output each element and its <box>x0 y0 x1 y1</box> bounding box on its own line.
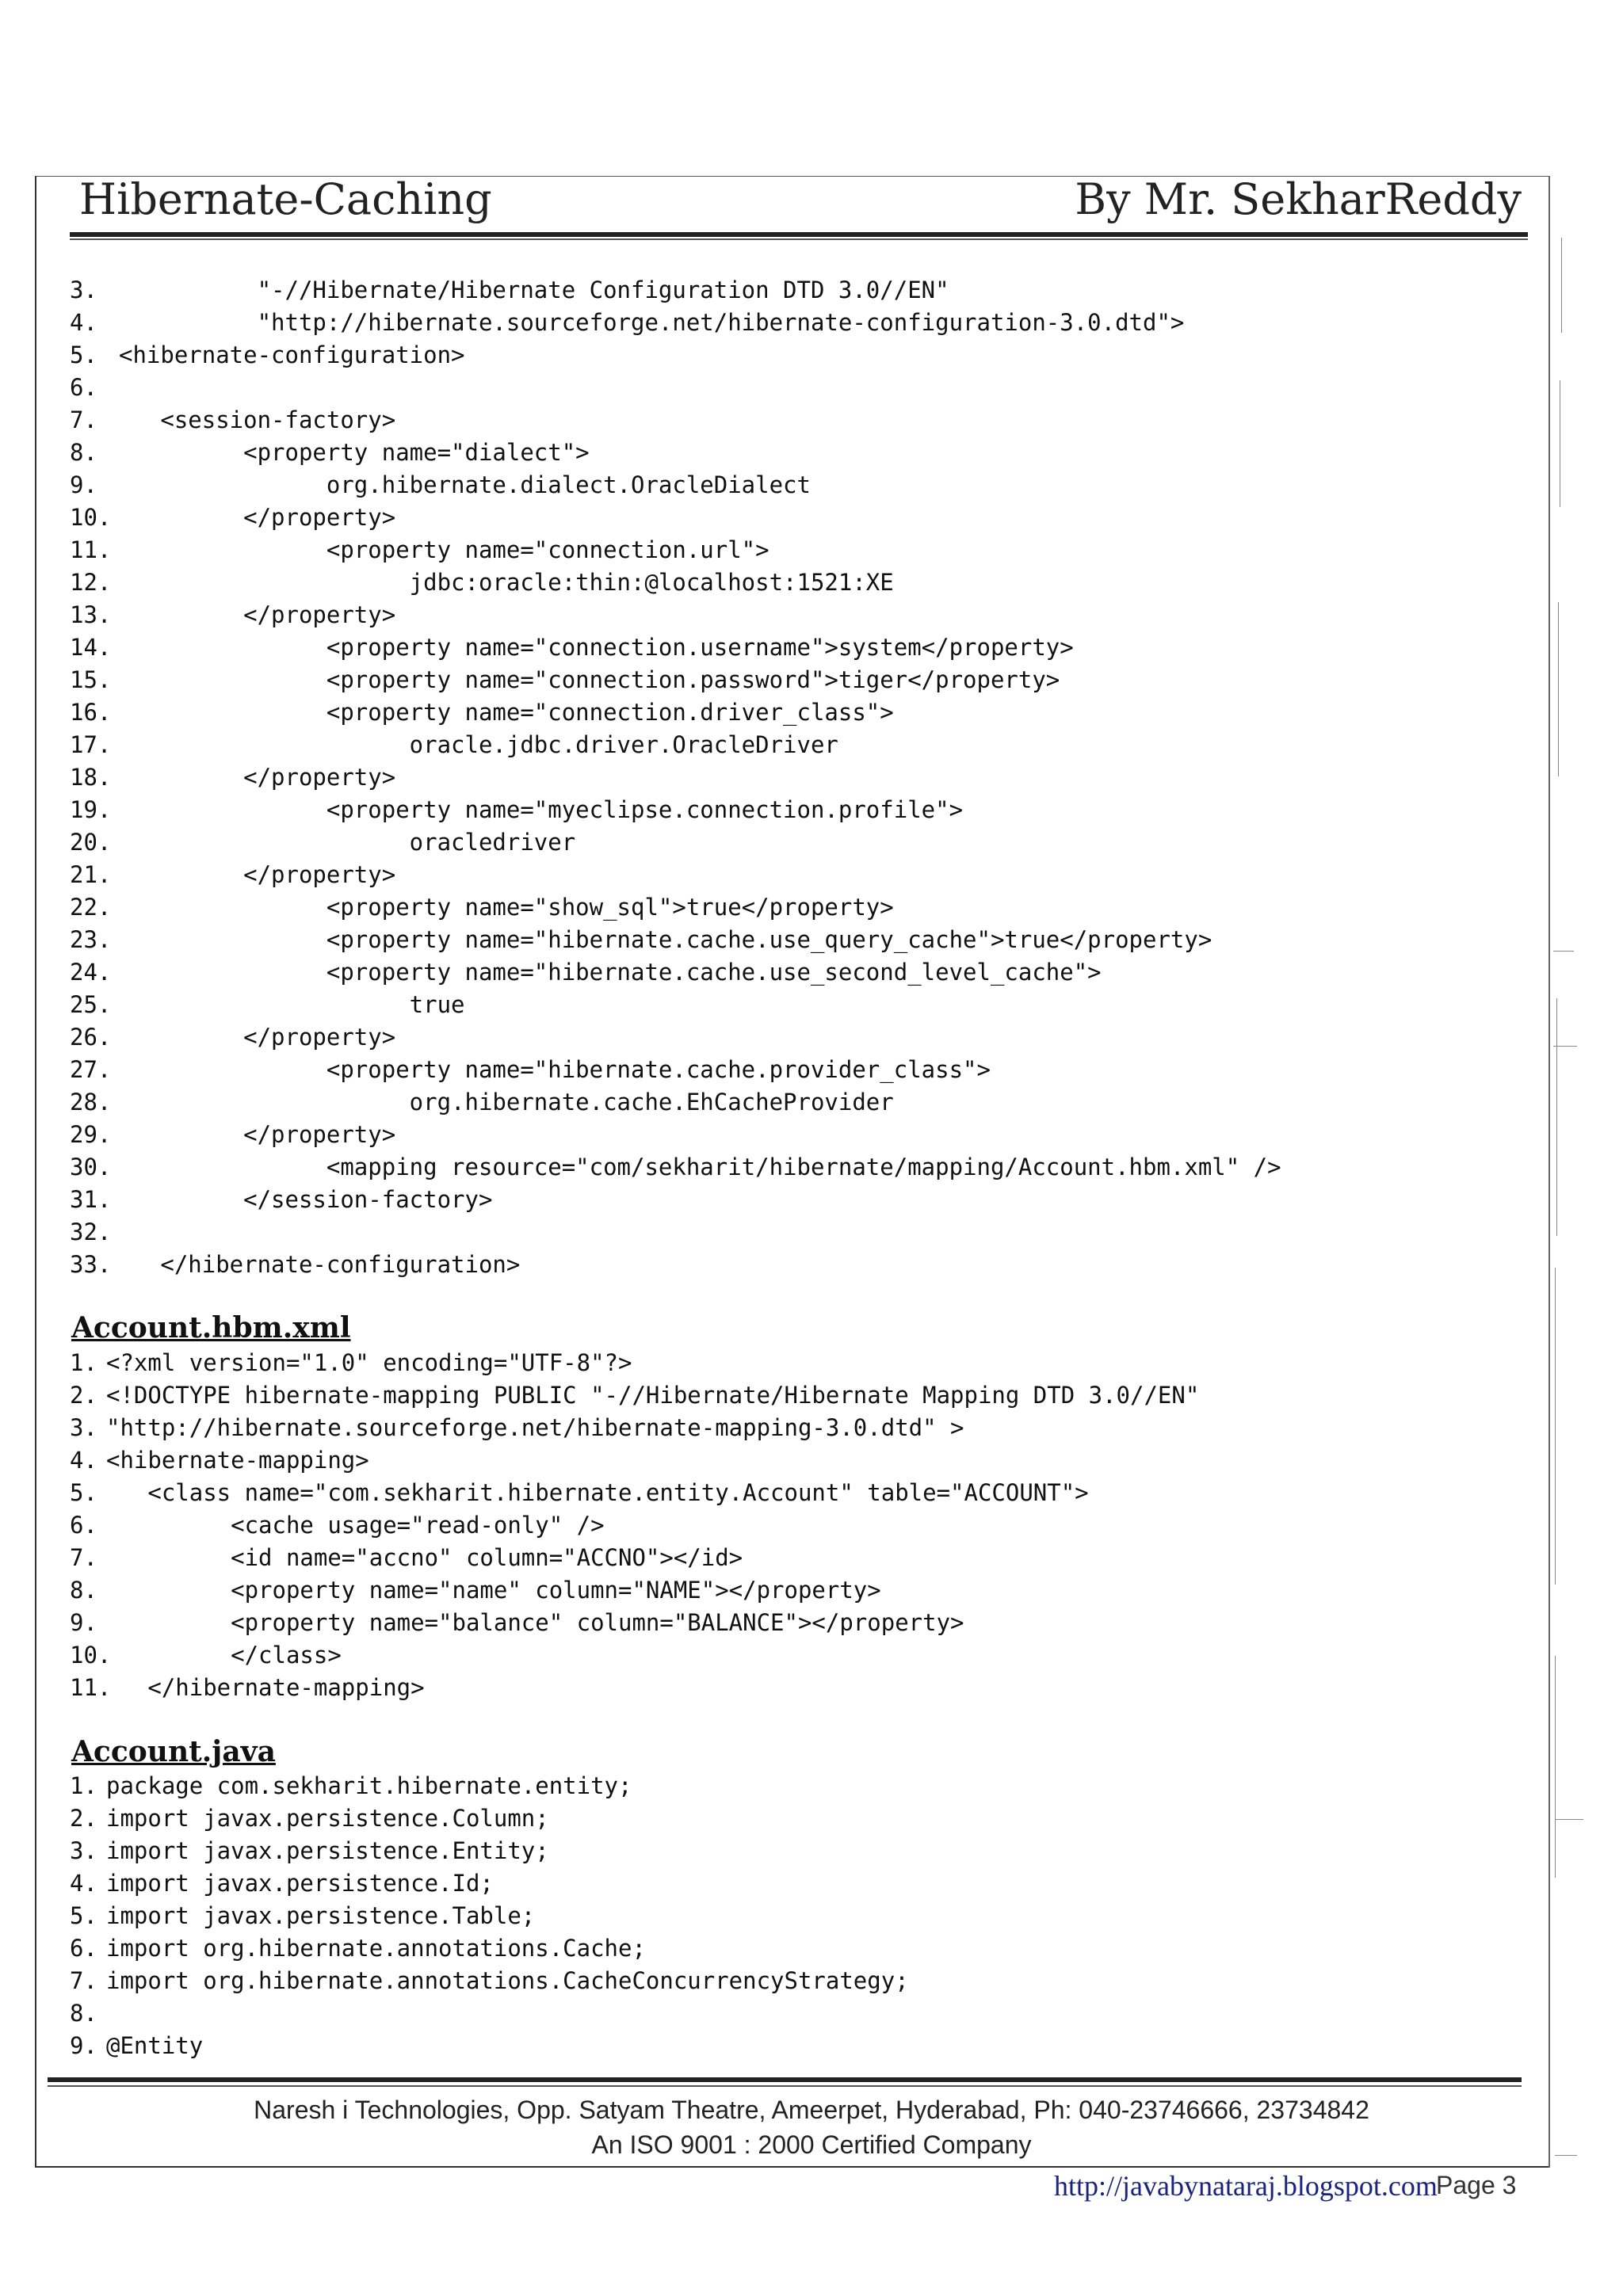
line-text: <!DOCTYPE hibernate-mapping PUBLIC "-//Hibernate/Hibernate Mapping DTD 3.0//EN" <box>106 1382 1200 1409</box>
code-line <box>70 1672 1199 1704</box>
line-number: 1. <box>70 1772 97 1799</box>
line-number: 31. <box>70 1186 112 1213</box>
line-text: <?xml version="1.0" encoding="UTF-8"?> <box>106 1349 632 1376</box>
header-rule <box>70 232 1528 237</box>
line-number: 29. <box>70 1121 112 1148</box>
line-text: import javax.persistence.Id; <box>106 1870 494 1897</box>
code-line <box>70 664 1281 696</box>
line-number: 32. <box>70 1219 112 1245</box>
line-text: org.hibernate.dialect.OracleDialect <box>119 471 811 498</box>
code-line <box>70 1249 1281 1281</box>
code-line <box>70 1997 909 2030</box>
line-text: "http://hibernate.sourceforge.net/hibernate-configuration-3.0.dtd"> <box>119 309 1185 336</box>
code-line <box>70 1347 1199 1379</box>
code-line <box>70 989 1281 1021</box>
footer-address: Naresh i Technologies, Opp. Satyam Theatre, Ameerpet, Hyderabad, Ph: 040-23746666, 23734842 <box>254 2096 1369 2124</box>
line-number: 23. <box>70 926 112 953</box>
line-number: 9. <box>70 2032 97 2059</box>
page-right-edge <box>1549 176 1550 2168</box>
line-number: 7. <box>70 1967 97 1994</box>
code-line <box>70 956 1281 989</box>
line-number: 21. <box>70 861 112 888</box>
code-line <box>70 1574 1199 1607</box>
line-text: </property> <box>119 601 396 628</box>
code-line <box>70 1086 1281 1119</box>
code-line <box>70 372 1281 404</box>
line-number: 9. <box>70 1609 97 1636</box>
line-text: <hibernate-mapping> <box>106 1447 369 1474</box>
line-text: "-//Hibernate/Hibernate Configuration DTD 3.0//EN" <box>119 277 949 303</box>
line-number: 8. <box>70 2000 97 2027</box>
header-title: Hibernate-Caching <box>79 174 492 224</box>
line-text: import org.hibernate.annotations.CacheConcurrencyStrategy; <box>106 1967 909 1994</box>
line-text: <cache usage="read-only" /> <box>106 1512 605 1539</box>
line-number: 2. <box>70 1805 97 1832</box>
line-number: 16. <box>70 699 112 726</box>
code-line <box>70 2030 909 2062</box>
code-line <box>70 761 1281 794</box>
footer-certification: An ISO 9001 : 2000 Certified Company <box>591 2130 1032 2159</box>
header-author: By Mr. SekharReddy <box>1075 174 1522 224</box>
line-text: <id name="accno" column="ACCNO"></id> <box>106 1544 743 1571</box>
line-text: <property name="hibernate.cache.use_query_cache">true</property> <box>119 926 1212 953</box>
line-text: </class> <box>106 1642 342 1669</box>
line-text: oracle.jdbc.driver.OracleDriver <box>119 731 838 758</box>
code-line <box>70 1054 1281 1086</box>
line-number: 6. <box>70 374 97 401</box>
line-number: 1. <box>70 1349 97 1376</box>
line-number: 7. <box>70 1544 97 1571</box>
code-line <box>70 1639 1199 1672</box>
line-number: 12. <box>70 569 112 596</box>
source-url-link[interactable]: http://javabynataraj.blogspot.com <box>1054 2170 1438 2202</box>
code-line <box>70 404 1281 437</box>
line-text: @Entity <box>106 2032 204 2059</box>
line-number: 11. <box>70 536 112 563</box>
line-number: 18. <box>70 764 112 791</box>
line-text: package com.sekharit.hibernate.entity; <box>106 1772 632 1799</box>
line-number: 25. <box>70 991 112 1018</box>
line-text: </hibernate-mapping> <box>106 1674 425 1701</box>
line-number: 7. <box>70 406 97 433</box>
hbm-code-listing <box>70 1347 1199 1704</box>
line-text: <mapping resource="com/sekharit/hibernate/mapping/Account.hbm.xml" /> <box>119 1154 1281 1180</box>
code-line <box>70 1802 909 1835</box>
line-text: <property name="dialect"> <box>119 439 590 466</box>
header-rule-thin <box>70 238 1528 240</box>
code-line <box>70 924 1281 956</box>
line-number: 14. <box>70 634 112 661</box>
line-number: 24. <box>70 959 112 986</box>
line-number: 11. <box>70 1674 112 1701</box>
code-line <box>70 1412 1199 1444</box>
line-number: 33. <box>70 1251 112 1278</box>
line-number: 9. <box>70 471 97 498</box>
line-text: </property> <box>119 764 396 791</box>
line-number: 26. <box>70 1024 112 1051</box>
line-text: <property name="name" column="NAME"></property> <box>106 1577 881 1604</box>
code-line <box>70 1542 1199 1574</box>
code-line <box>70 469 1281 502</box>
code-line <box>70 1509 1199 1542</box>
line-number: 20. <box>70 829 112 856</box>
java-section-title: Account.java <box>71 1735 276 1768</box>
line-number: 8. <box>70 1577 97 1604</box>
line-text: import javax.persistence.Column; <box>106 1805 549 1832</box>
line-number: 22. <box>70 894 112 921</box>
footer-rule-thin <box>48 2085 1522 2087</box>
code-line <box>70 1119 1281 1151</box>
line-number: 4. <box>70 1870 97 1897</box>
line-number: 28. <box>70 1089 112 1116</box>
line-text: </property> <box>119 1121 396 1148</box>
code-line <box>70 274 1281 307</box>
line-text: </session-factory> <box>119 1186 493 1213</box>
code-line <box>70 1965 909 1997</box>
line-number: 5. <box>70 1902 97 1929</box>
line-number: 8. <box>70 439 97 466</box>
code-line <box>70 794 1281 826</box>
code-line <box>70 534 1281 566</box>
code-line <box>70 1835 909 1867</box>
hbm-section-title: Account.hbm.xml <box>71 1311 351 1344</box>
code-line <box>70 891 1281 924</box>
line-text: oracledriver <box>119 829 576 856</box>
line-text: <hibernate-configuration> <box>119 341 465 368</box>
line-number: 27. <box>70 1056 112 1083</box>
code-line <box>70 1151 1281 1184</box>
code-line <box>70 502 1281 534</box>
line-text: <property name="show_sql">true</property> <box>119 894 894 921</box>
line-text: <property name="connection.username">system</property> <box>119 634 1074 661</box>
line-text: "http://hibernate.sourceforge.net/hibernate-mapping-3.0.dtd" > <box>106 1414 964 1441</box>
line-text: <property name="hibernate.cache.use_second_level_cache"> <box>119 959 1102 986</box>
code-line <box>70 631 1281 664</box>
line-number: 3. <box>70 1837 97 1864</box>
line-number: 30. <box>70 1154 112 1180</box>
line-text: <session-factory> <box>119 406 396 433</box>
line-text: org.hibernate.cache.EhCacheProvider <box>119 1089 894 1116</box>
line-number: 6. <box>70 1935 97 1962</box>
line-number: 2. <box>70 1382 97 1409</box>
code-line <box>70 1216 1281 1249</box>
line-text: <property name="connection.url"> <box>119 536 769 563</box>
line-text: import javax.persistence.Table; <box>106 1902 536 1929</box>
java-code-listing <box>70 1770 909 2062</box>
line-text: <property name="balance" column="BALANCE"></property> <box>106 1609 964 1636</box>
line-text: import org.hibernate.annotations.Cache; <box>106 1935 646 1962</box>
code-line <box>70 729 1281 761</box>
config-code-listing <box>70 274 1281 1281</box>
line-number: 5. <box>70 341 97 368</box>
line-text: </property> <box>119 1024 396 1051</box>
line-number: 17. <box>70 731 112 758</box>
line-number: 13. <box>70 601 112 628</box>
code-line <box>70 599 1281 631</box>
line-number: 10. <box>70 504 112 531</box>
line-text: </property> <box>119 861 396 888</box>
code-line <box>70 566 1281 599</box>
line-text: true <box>119 991 465 1018</box>
code-line <box>70 1379 1199 1412</box>
line-number: 3. <box>70 277 97 303</box>
code-line <box>70 307 1281 339</box>
line-number: 4. <box>70 309 97 336</box>
line-text: <class name="com.sekharit.hibernate.entity.Account" table="ACCOUNT"> <box>106 1479 1089 1506</box>
line-number: 6. <box>70 1512 97 1539</box>
line-text: <property name="myeclipse.connection.profile"> <box>119 796 964 823</box>
code-line <box>70 826 1281 859</box>
line-text: jdbc:oracle:thin:@localhost:1521:XE <box>119 569 894 596</box>
page-number: Page 3 <box>1436 2171 1517 2199</box>
footer-rule <box>48 2077 1522 2082</box>
line-number: 10. <box>70 1642 112 1669</box>
line-text: </property> <box>119 504 396 531</box>
line-text: </hibernate-configuration> <box>119 1251 521 1278</box>
code-line <box>70 1607 1199 1639</box>
code-line <box>70 1770 909 1802</box>
line-text: <property name="hibernate.cache.provider_class"> <box>119 1056 991 1083</box>
code-line <box>70 1021 1281 1054</box>
line-number: 3. <box>70 1414 97 1441</box>
code-line <box>70 1932 909 1965</box>
line-number: 5. <box>70 1479 97 1506</box>
line-text: <property name="connection.driver_class"> <box>119 699 894 726</box>
line-text: <property name="connection.password">tiger</property> <box>119 666 1060 693</box>
line-text: import javax.persistence.Entity; <box>106 1837 549 1864</box>
code-line <box>70 1900 909 1932</box>
code-line <box>70 339 1281 372</box>
code-line <box>70 1444 1199 1477</box>
line-number: 19. <box>70 796 112 823</box>
code-line <box>70 859 1281 891</box>
code-line <box>70 1867 909 1900</box>
code-line <box>70 696 1281 729</box>
code-line <box>70 1477 1199 1509</box>
line-number: 15. <box>70 666 112 693</box>
code-line <box>70 437 1281 469</box>
line-number: 4. <box>70 1447 97 1474</box>
code-line <box>70 1184 1281 1216</box>
